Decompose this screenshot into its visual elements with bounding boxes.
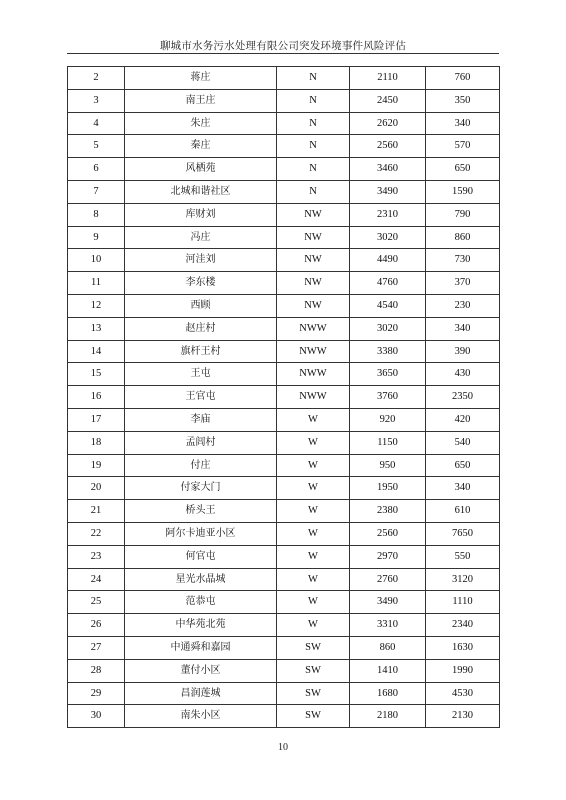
table-row (68, 363, 500, 386)
distance-cell: 2560 (350, 135, 426, 158)
distance-cell: 2310 (350, 203, 426, 226)
direction-cell: SW (277, 682, 350, 705)
direction-cell: N (277, 112, 350, 135)
site-name-cell: 南朱小区 (125, 705, 277, 728)
site-name-cell: 赵庄村 (125, 317, 277, 340)
population-cell: 4530 (426, 682, 500, 705)
distance-cell: 2620 (350, 112, 426, 135)
site-name-cell: 董付小区 (125, 659, 277, 682)
distance-cell: 3020 (350, 317, 426, 340)
population-cell: 550 (426, 545, 500, 568)
row-number-cell: 19 (68, 454, 125, 477)
site-name-cell: 蒋庄 (125, 67, 277, 90)
row-number-cell: 29 (68, 682, 125, 705)
table-row (68, 226, 500, 249)
site-name-cell: 河洼刘 (125, 249, 277, 272)
distance-cell: 860 (350, 636, 426, 659)
row-number-cell: 27 (68, 636, 125, 659)
distance-cell: 3490 (350, 180, 426, 203)
site-name-cell: 范恭屯 (125, 591, 277, 614)
population-cell: 2340 (426, 614, 500, 637)
distance-cell: 2450 (350, 89, 426, 112)
site-name-cell: 朱庄 (125, 112, 277, 135)
row-number-cell: 8 (68, 203, 125, 226)
row-number-cell: 9 (68, 226, 125, 249)
row-number-cell: 25 (68, 591, 125, 614)
distance-cell: 2760 (350, 568, 426, 591)
table-row (68, 317, 500, 340)
distance-cell: 1950 (350, 477, 426, 500)
distance-cell: 3020 (350, 226, 426, 249)
distance-cell: 1150 (350, 431, 426, 454)
population-cell: 1630 (426, 636, 500, 659)
site-name-cell: 旗杆王村 (125, 340, 277, 363)
table-row (68, 614, 500, 637)
row-number-cell: 21 (68, 500, 125, 523)
distance-cell: 3460 (350, 158, 426, 181)
page-number: 10 (278, 742, 288, 753)
direction-cell: N (277, 158, 350, 181)
site-name-cell: 中通舜和嘉园 (125, 636, 277, 659)
row-number-cell: 23 (68, 545, 125, 568)
table-row (68, 386, 500, 409)
row-number-cell: 24 (68, 568, 125, 591)
site-name-cell: 李东楼 (125, 272, 277, 295)
population-cell: 7650 (426, 522, 500, 545)
site-name-cell: 何官屯 (125, 545, 277, 568)
distance-cell: 3310 (350, 614, 426, 637)
direction-cell: SW (277, 636, 350, 659)
site-name-cell: 风栖苑 (125, 158, 277, 181)
direction-cell: NWW (277, 386, 350, 409)
distance-cell: 2180 (350, 705, 426, 728)
population-cell: 1590 (426, 180, 500, 203)
table-row (68, 203, 500, 226)
table-row (68, 135, 500, 158)
table-row (68, 705, 500, 728)
row-number-cell: 15 (68, 363, 125, 386)
population-cell: 2350 (426, 386, 500, 409)
direction-cell: W (277, 591, 350, 614)
table-row (68, 249, 500, 272)
direction-cell: W (277, 408, 350, 431)
population-cell: 730 (426, 249, 500, 272)
population-cell: 390 (426, 340, 500, 363)
site-name-cell: 南王庄 (125, 89, 277, 112)
direction-cell: W (277, 477, 350, 500)
row-number-cell: 28 (68, 659, 125, 682)
direction-cell: W (277, 522, 350, 545)
row-number-cell: 16 (68, 386, 125, 409)
population-cell: 1110 (426, 591, 500, 614)
site-name-cell: 库财刘 (125, 203, 277, 226)
table-row (68, 158, 500, 181)
direction-cell: NWW (277, 317, 350, 340)
table-row (68, 682, 500, 705)
table-row (68, 408, 500, 431)
site-name-cell: 王屯 (125, 363, 277, 386)
direction-cell: NW (277, 249, 350, 272)
population-cell: 650 (426, 454, 500, 477)
row-number-cell: 6 (68, 158, 125, 181)
page-header-title: 聊城市水务污水处理有限公司突发环境事件风险评估 (159, 40, 407, 52)
header-divider (67, 53, 499, 54)
row-number-cell: 26 (68, 614, 125, 637)
population-cell: 230 (426, 294, 500, 317)
site-name-cell: 王官屯 (125, 386, 277, 409)
site-name-cell: 桥头王 (125, 500, 277, 523)
table-row (68, 272, 500, 295)
site-name-cell: 北城和谐社区 (125, 180, 277, 203)
direction-cell: SW (277, 659, 350, 682)
direction-cell: NW (277, 203, 350, 226)
table-row (68, 112, 500, 135)
population-cell: 350 (426, 89, 500, 112)
direction-cell: W (277, 454, 350, 477)
site-name-cell: 阿尔卡迪亚小区 (125, 522, 277, 545)
row-number-cell: 4 (68, 112, 125, 135)
distance-cell: 4540 (350, 294, 426, 317)
distance-cell: 1410 (350, 659, 426, 682)
site-name-cell: 中华苑北苑 (125, 614, 277, 637)
row-number-cell: 13 (68, 317, 125, 340)
row-number-cell: 11 (68, 272, 125, 295)
direction-cell: W (277, 500, 350, 523)
table-row (68, 180, 500, 203)
population-cell: 610 (426, 500, 500, 523)
table-row (68, 500, 500, 523)
row-number-cell: 22 (68, 522, 125, 545)
population-cell: 3120 (426, 568, 500, 591)
direction-cell: N (277, 89, 350, 112)
direction-cell: N (277, 135, 350, 158)
table-row (68, 67, 500, 90)
table-row (68, 522, 500, 545)
direction-cell: NWW (277, 340, 350, 363)
distance-cell: 950 (350, 454, 426, 477)
population-cell: 570 (426, 135, 500, 158)
distance-cell: 3490 (350, 591, 426, 614)
site-name-cell: 李庙 (125, 408, 277, 431)
table-row (68, 431, 500, 454)
table-body (68, 67, 500, 728)
table-row (68, 659, 500, 682)
distance-cell: 3650 (350, 363, 426, 386)
row-number-cell: 20 (68, 477, 125, 500)
table-row (68, 477, 500, 500)
population-cell: 430 (426, 363, 500, 386)
row-number-cell: 12 (68, 294, 125, 317)
site-name-cell: 孟闾村 (125, 431, 277, 454)
distance-cell: 2110 (350, 67, 426, 90)
distance-cell: 4490 (350, 249, 426, 272)
row-number-cell: 7 (68, 180, 125, 203)
table-row (68, 454, 500, 477)
direction-cell: W (277, 431, 350, 454)
direction-cell: NW (277, 294, 350, 317)
row-number-cell: 30 (68, 705, 125, 728)
population-cell: 1990 (426, 659, 500, 682)
population-cell: 420 (426, 408, 500, 431)
direction-cell: W (277, 568, 350, 591)
table-row (68, 568, 500, 591)
direction-cell: N (277, 67, 350, 90)
direction-cell: NWW (277, 363, 350, 386)
direction-cell: N (277, 180, 350, 203)
table-row (68, 294, 500, 317)
direction-cell: W (277, 614, 350, 637)
row-number-cell: 2 (68, 67, 125, 90)
distance-cell: 2970 (350, 545, 426, 568)
population-cell: 790 (426, 203, 500, 226)
row-number-cell: 3 (68, 89, 125, 112)
site-name-cell: 秦庄 (125, 135, 277, 158)
row-number-cell: 18 (68, 431, 125, 454)
site-name-cell: 西顾 (125, 294, 277, 317)
row-number-cell: 17 (68, 408, 125, 431)
site-name-cell: 冯庄 (125, 226, 277, 249)
site-name-cell: 昌润莲城 (125, 682, 277, 705)
direction-cell: NW (277, 272, 350, 295)
site-name-cell: 星光水晶城 (125, 568, 277, 591)
table-row (68, 545, 500, 568)
row-number-cell: 5 (68, 135, 125, 158)
table-row (68, 89, 500, 112)
distance-cell: 4760 (350, 272, 426, 295)
distance-cell: 1680 (350, 682, 426, 705)
distance-cell: 2560 (350, 522, 426, 545)
table-row (68, 591, 500, 614)
site-name-cell: 付家大门 (125, 477, 277, 500)
direction-cell: NW (277, 226, 350, 249)
site-name-cell: 付庄 (125, 454, 277, 477)
table-row (68, 636, 500, 659)
row-number-cell: 14 (68, 340, 125, 363)
population-cell: 370 (426, 272, 500, 295)
table-row (68, 340, 500, 363)
population-cell: 650 (426, 158, 500, 181)
population-cell: 340 (426, 112, 500, 135)
distance-cell: 3760 (350, 386, 426, 409)
population-cell: 340 (426, 477, 500, 500)
population-cell: 860 (426, 226, 500, 249)
distance-cell: 3380 (350, 340, 426, 363)
population-cell: 340 (426, 317, 500, 340)
population-cell: 540 (426, 431, 500, 454)
direction-cell: W (277, 545, 350, 568)
population-cell: 760 (426, 67, 500, 90)
row-number-cell: 10 (68, 249, 125, 272)
direction-cell: SW (277, 705, 350, 728)
distance-cell: 2380 (350, 500, 426, 523)
population-cell: 2130 (426, 705, 500, 728)
sensitive-targets-table (67, 66, 500, 728)
distance-cell: 920 (350, 408, 426, 431)
